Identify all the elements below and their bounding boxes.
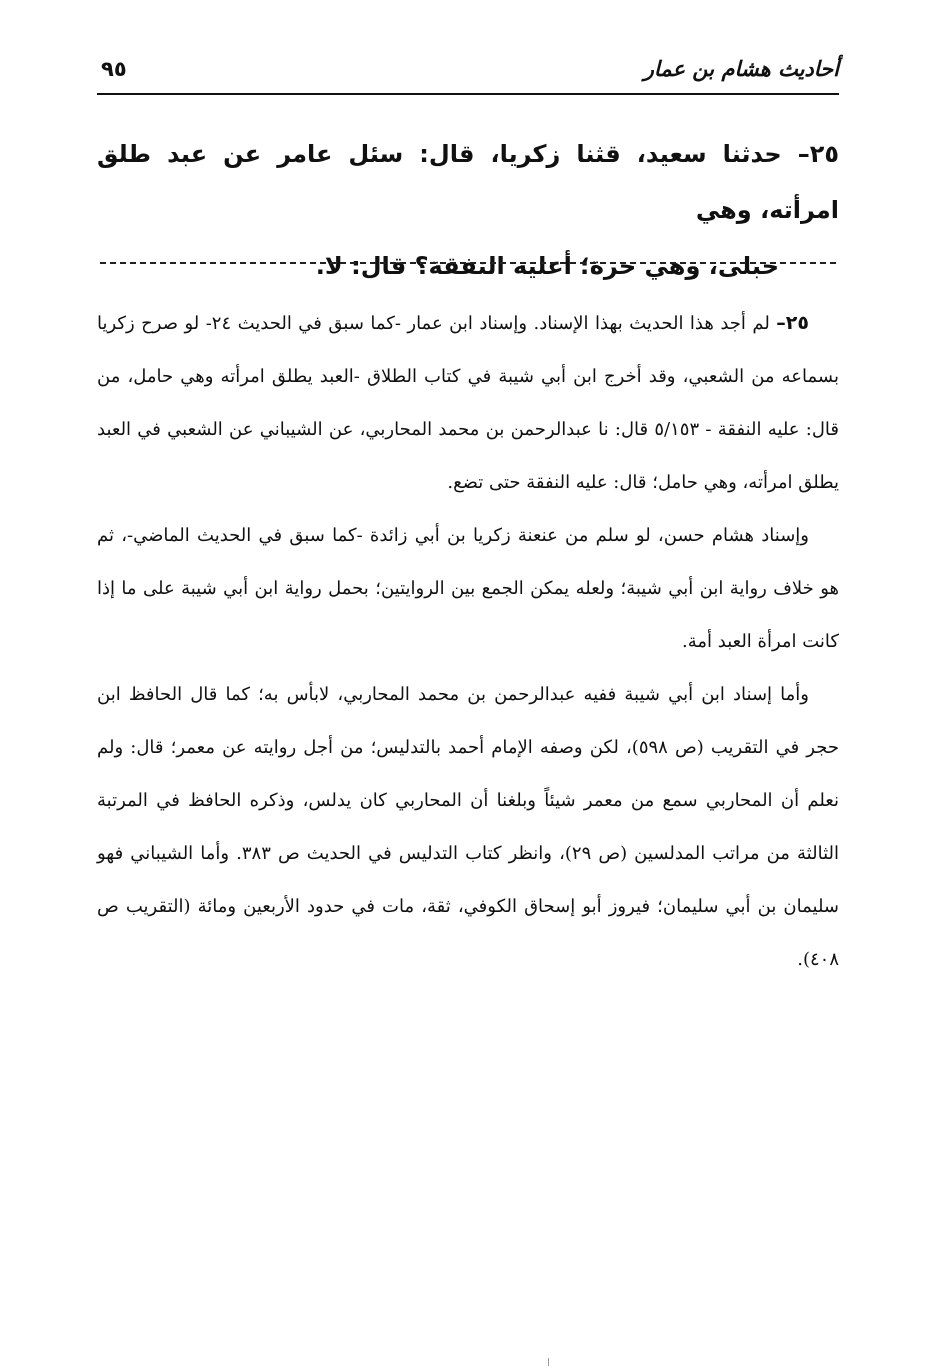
hadith-number: ٢٥– bbox=[797, 140, 840, 168]
footnote-paragraph-1-text: لم أجد هذا الحديث بهذا الإسناد. وإسناد ابن عمار -كما سبق في الحديث ٢٤- لو صرح زكريا بسماعه من الشعبي، وقد أخرج ابن أبي شيبة في كتاب الطلاق -العبد يطلق امرأته وهي حامل، من قال: عليه النفقة - ٥/١٥٣ قال: نا عبدالرحمن بن محمد المحاربي، عن الشيباني عن الشعبي في العبد يطلق امرأته، وهي حامل؛ قال: عليه النفقة حتى تضع. bbox=[97, 313, 839, 493]
hadith-line-1 bbox=[97, 126, 839, 238]
footnotes bbox=[97, 297, 839, 986]
scan-speck bbox=[548, 1358, 549, 1366]
footnote-paragraph-3: وأما إسناد ابن أبي شيبة ففيه عبدالرحمن بن محمد المحاربي، لابأس به؛ كما قال الحافظ ابن حجر في التقريب (ص ٥٩٨)، لكن وصفه الإمام أحمد بالتدليس؛ من أجل روايته عن معمر؛ قال: ولم نعلم أن المحاربي سمع من معمر شيئاً وبلغنا أن المحاربي كان يدلس، وذكره الحافظ في المرتبة الثالثة من مراتب المدلسين (ص ٢٩)، وانظر كتاب التدليس في الحديث ص ٣٨٣. وأما الشيباني فهو سليمان بن أبي سليمان؛ فيروز أبو إسحاق الكوفي، ثقة، مات في حدود الأربعين ومائة (التقريب ص ٤٠٨). bbox=[97, 684, 839, 970]
footnote-paragraph-2: وإسناد هشام حسن، لو سلم من عنعنة زكريا بن أبي زائدة -كما سبق في الحديث الماضي-، ثم هو خلاف رواية ابن أبي شيبة؛ ولعله يمكن الجمع بين الروايتين؛ بحمل رواية ابن أبي شيبة على ما إذا كانت امرأة العبد أمة. bbox=[97, 525, 839, 652]
header-rule bbox=[97, 93, 839, 95]
footnote-separator bbox=[100, 262, 836, 264]
footnote-number: ٢٥– bbox=[776, 312, 809, 334]
running-title: أحاديث هشام بن عمار bbox=[643, 57, 839, 81]
hadith-line-1-text: حدثنا سعيد، قثنا زكريا، قال: سئل عامر عن عبد طلق امرأته، وهي bbox=[97, 140, 839, 224]
page-header bbox=[97, 52, 839, 92]
hadith-line-2: حبلى، وهي حرة؛ أعليه النفقة؟ قال: لا. bbox=[315, 252, 779, 280]
page-number: ٩٥ bbox=[101, 57, 127, 81]
hadith-text bbox=[97, 126, 839, 294]
footnote-paragraph-1 bbox=[97, 297, 839, 509]
